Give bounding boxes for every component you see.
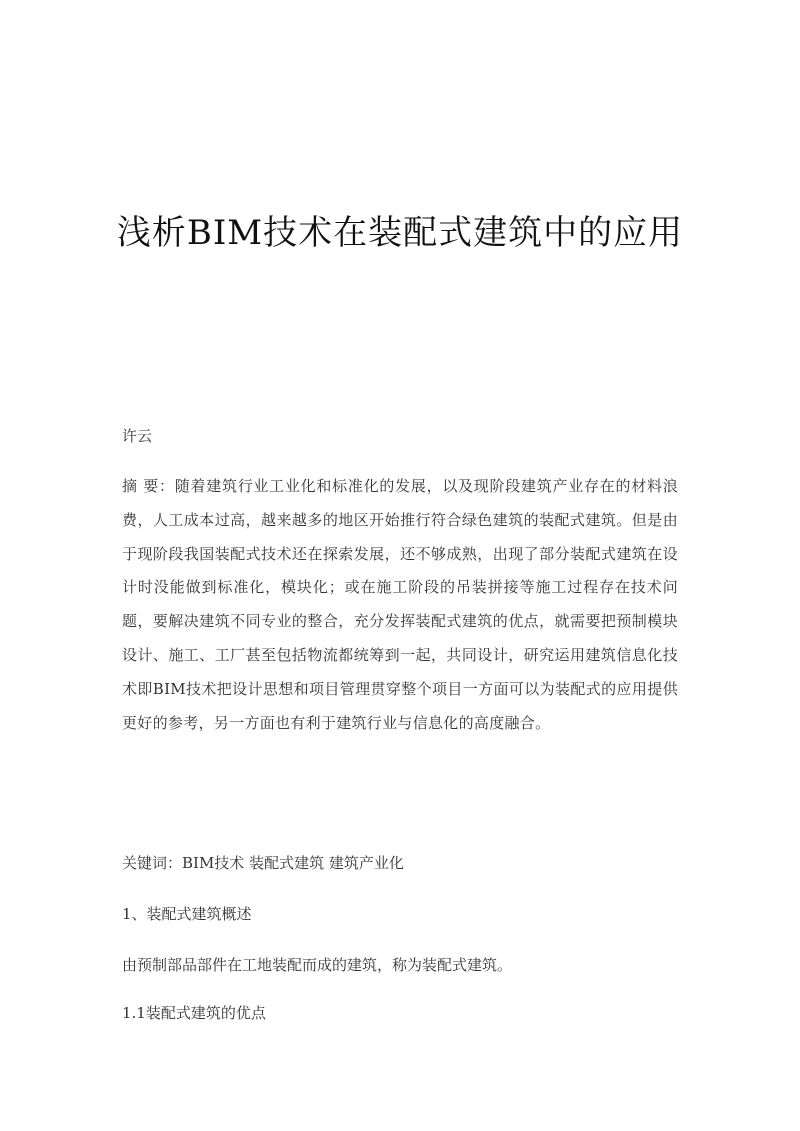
abstract-paragraph: 摘 要：随着建筑行业工业化和标准化的发展，以及现阶段建筑产业存在的材料浪费，人工成本过高，越来越多的地区开始推行符合绿色建筑的装配式建筑。但是由于现阶段我国装配式技术还在探索发展，还不够成熟，出现了部分装配式建筑在设计时没能做到标准化，模块化；或在施工阶段的吊装拼接等施工过程存在技术问题，要解决建筑不同专业的整合，充分发挥装配式建筑的优点，就需要把预制模块设计、施工、工厂甚至包括物流都统筹到一起，共同设计，研究运用建筑信息化技术即BIM技术把设计思想和项目管理贯穿整个项目一方面可以为装配式的应用提供更好的参考，另一方面也有利于建筑行业与信息化的高度融合。	[122, 477, 678, 732]
paper-title: 浅析BIM技术在装配式建筑中的应用	[116, 212, 684, 253]
section-heading: 1、装配式建筑概述	[122, 905, 252, 923]
author-name: 许云	[122, 427, 153, 445]
keywords-line: 关键词：BIM技术 装配式建筑 建筑产业化	[122, 854, 404, 872]
subsection-heading: 1.1装配式建筑的优点	[122, 1004, 266, 1022]
body-paragraph: 由预制部品部件在工地装配而成的建筑，称为装配式建筑。	[122, 956, 513, 974]
